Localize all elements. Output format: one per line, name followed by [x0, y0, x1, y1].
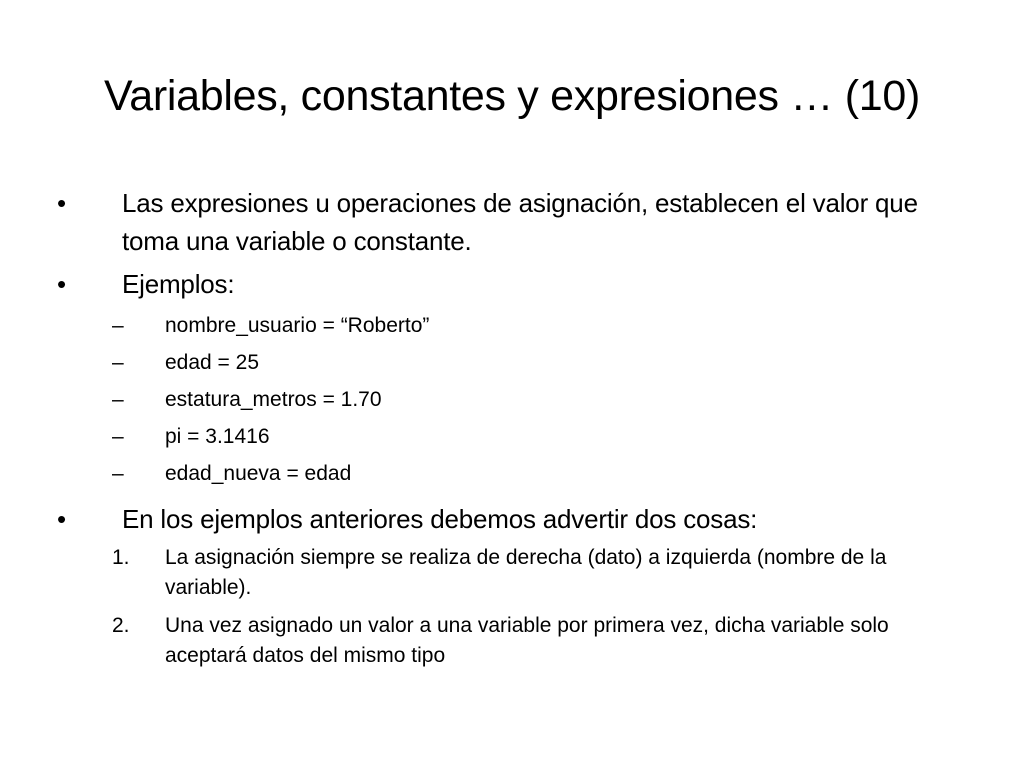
sub-item-text: edad = 25: [165, 351, 260, 374]
dash-marker: –: [112, 314, 124, 337]
numbered-item-text: La asignación siempre se realiza de derecha (dato) a izquierda (nombre de la variable).: [165, 546, 887, 599]
dash-marker: –: [112, 351, 124, 374]
bullet-item: [57, 500, 957, 538]
bullet-text: Ejemplos:: [122, 269, 235, 299]
sub-item: [112, 385, 912, 415]
sub-item: [112, 422, 912, 452]
dash-marker: –: [112, 425, 124, 448]
sub-item-text: pi = 3.1416: [165, 425, 270, 448]
dash-marker: –: [112, 388, 124, 411]
sub-item: [112, 311, 912, 341]
dash-marker: –: [112, 462, 124, 485]
sub-item: [112, 459, 912, 489]
bullet-marker: •: [57, 504, 67, 534]
sub-item-text: nombre_usuario = “Roberto”: [165, 314, 430, 337]
bullet-item: [57, 265, 957, 303]
sub-item-text: estatura_metros = 1.70: [165, 388, 382, 411]
bullet-marker: •: [57, 269, 67, 299]
numbered-item: [112, 611, 912, 671]
sub-item-text: edad_nueva = edad: [165, 462, 352, 485]
bullet-text: Las expresiones u operaciones de asignación, establecen el valor que toma una variable o constante.: [122, 188, 918, 256]
bullet-text: En los ejemplos anteriores debemos advertir dos cosas:: [122, 504, 758, 534]
bullet-marker: •: [57, 188, 67, 218]
number-marker: 1.: [112, 546, 130, 569]
number-marker: 2.: [112, 614, 130, 637]
sub-item: [112, 348, 912, 378]
numbered-item: [112, 543, 912, 603]
slide-title: Variables, constantes y expresiones … (10): [104, 72, 920, 120]
bullet-item: [57, 184, 957, 260]
numbered-item-text: Una vez asignado un valor a una variable por primera vez, dicha variable solo aceptará datos del mismo tipo: [165, 614, 889, 667]
